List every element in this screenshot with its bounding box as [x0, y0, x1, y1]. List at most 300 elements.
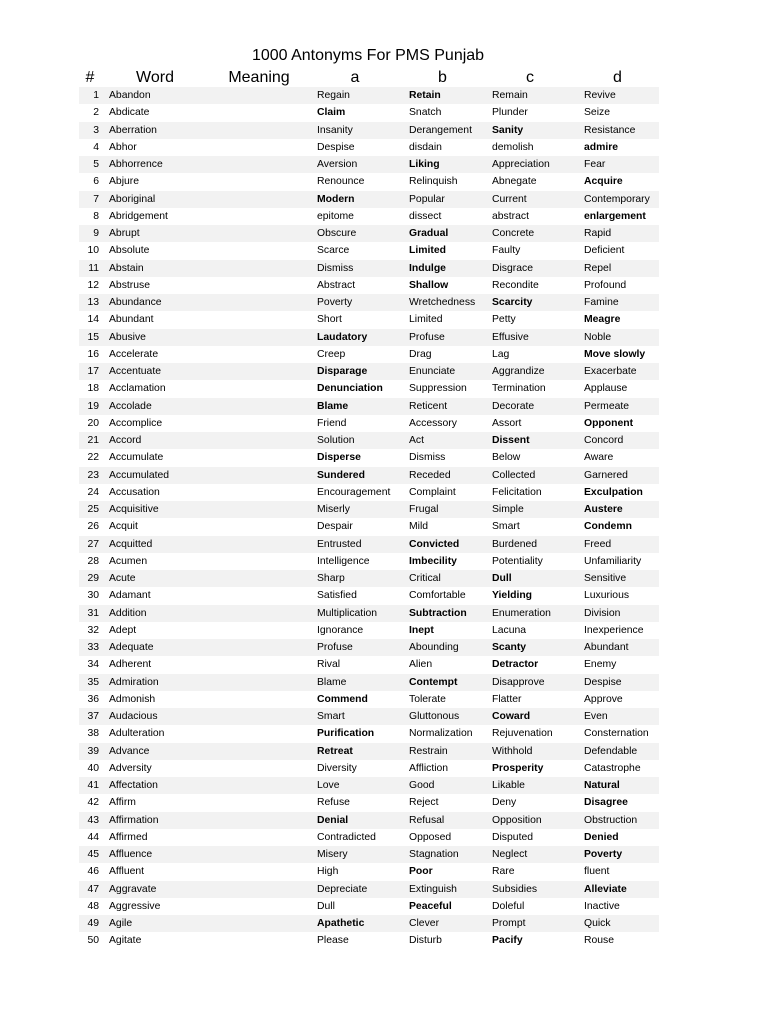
meaning-cell [209, 87, 309, 104]
option-c: Likable [484, 777, 576, 794]
row-number: 49 [79, 915, 101, 932]
table-row [79, 674, 659, 691]
option-b: Gluttonous [401, 708, 484, 725]
meaning-cell [209, 398, 309, 415]
word-cell: Abundance [101, 294, 209, 311]
option-d: Luxurious [584, 590, 630, 602]
option-d: Denied [584, 831, 619, 843]
option-b: Clever [401, 915, 484, 932]
word-cell: Acquisitive [101, 501, 209, 518]
row-number: 24 [87, 486, 99, 498]
row-number: 21 [79, 432, 101, 449]
option-c: Effusive [484, 329, 576, 346]
option-d: Enemy [584, 659, 617, 671]
option-c: Assort [492, 417, 522, 429]
word-cell: Aboriginal [101, 191, 209, 208]
table-row [79, 139, 659, 156]
option-a: Laudatory [309, 329, 401, 346]
word-cell: Addition [101, 605, 209, 622]
meaning-cell [209, 743, 309, 760]
row-number: 9 [79, 225, 101, 242]
option-b: Liking [401, 156, 484, 173]
row-number: 12 [87, 279, 99, 291]
option-b: Snatch [409, 107, 442, 119]
meaning-cell [209, 415, 309, 432]
row-number: 45 [79, 846, 101, 863]
meaning-cell [209, 777, 309, 794]
table-row [79, 501, 659, 518]
option-b: Frugal [401, 501, 484, 518]
option-b: Extinguish [401, 881, 484, 898]
meaning-cell [209, 139, 309, 156]
option-d: Rapid [576, 225, 659, 242]
option-d: Seize [584, 107, 610, 119]
row-number: 25 [79, 501, 101, 518]
option-a: Creep [317, 348, 346, 360]
option-a: Rival [317, 659, 341, 671]
word-cell: Absolute [109, 245, 150, 257]
meaning-cell [209, 277, 309, 294]
option-d: Noble [576, 329, 659, 346]
option-b: Receded [401, 467, 484, 484]
table-row [79, 363, 659, 380]
option-c: Rejuvenation [492, 728, 553, 740]
option-a: Entrusted [309, 536, 401, 553]
option-b: Opposed [409, 831, 452, 843]
option-a: Friend [317, 417, 347, 429]
option-b: Indulge [401, 260, 484, 277]
table-row [79, 846, 659, 863]
word-cell: Adept [109, 624, 137, 636]
row-number: 42 [87, 797, 99, 809]
option-b: Comfortable [409, 590, 466, 602]
meaning-cell [209, 536, 309, 553]
row-number: 14 [87, 314, 99, 326]
option-d: Division [576, 605, 659, 622]
row-number: 19 [79, 398, 101, 415]
word-cell: Audacious [101, 708, 209, 725]
option-d: Alleviate [576, 881, 659, 898]
table-row [79, 242, 659, 259]
word-cell: Affirmation [101, 812, 209, 829]
option-c: Collected [484, 467, 576, 484]
option-b: Critical [401, 570, 484, 587]
option-c: Rare [492, 866, 515, 878]
meaning-cell [209, 587, 309, 604]
word-cell: Admiration [101, 674, 209, 691]
meaning-cell [209, 605, 309, 622]
option-c: Prompt [484, 915, 576, 932]
option-a: Blame [309, 398, 401, 415]
meaning-cell [209, 829, 309, 846]
row-number: 43 [79, 812, 101, 829]
option-c: abstract [492, 210, 529, 222]
row-number: 16 [87, 348, 99, 360]
row-number: 46 [87, 866, 99, 878]
option-d: Resistance [576, 122, 659, 139]
word-cell: Affirm [109, 797, 136, 809]
option-d: Rouse [584, 935, 615, 947]
option-c: Pacify [492, 935, 523, 947]
option-b: dissect [409, 210, 442, 222]
row-number: 22 [87, 452, 99, 464]
option-b: Wretchedness [401, 294, 484, 311]
word-cell: Abridgement [109, 210, 168, 222]
meaning-cell [209, 501, 309, 518]
option-a: Disparage [309, 363, 401, 380]
row-number: 40 [87, 762, 99, 774]
option-a: Retreat [309, 743, 401, 760]
option-d: Obstruction [576, 812, 659, 829]
table-row [79, 622, 659, 639]
option-b: Refusal [401, 812, 484, 829]
option-b: Tolerate [409, 693, 446, 705]
antonyms-table [79, 69, 659, 950]
option-a: Ignorance [317, 624, 364, 636]
option-b: Peaceful [409, 900, 452, 912]
meaning-cell [209, 570, 309, 587]
option-d: Austere [576, 501, 659, 518]
table-row [79, 777, 659, 794]
table-row [79, 587, 659, 604]
option-a: Sundered [309, 467, 401, 484]
option-c: Appreciation [484, 156, 576, 173]
row-number: 10 [87, 245, 99, 257]
option-d: Profound [584, 279, 627, 291]
option-b: Enunciate [401, 363, 484, 380]
option-c: Prosperity [492, 762, 544, 774]
option-a: Apathetic [309, 915, 401, 932]
option-d: Natural [576, 777, 659, 794]
table-row [79, 570, 659, 587]
option-d: Meagre [584, 314, 621, 326]
option-a: Denunciation [317, 383, 383, 395]
row-number: 17 [79, 363, 101, 380]
row-number: 33 [79, 639, 101, 656]
option-c: Neglect [484, 846, 576, 863]
option-d: Deficient [584, 245, 625, 257]
option-a: Despise [317, 141, 355, 153]
option-b: Abounding [401, 639, 484, 656]
option-d: Despise [576, 674, 659, 691]
option-a: Satisfied [317, 590, 357, 602]
word-cell: Abrupt [101, 225, 209, 242]
meaning-cell [209, 191, 309, 208]
table-row [79, 191, 659, 208]
option-b: Accessory [409, 417, 457, 429]
option-c: Aggrandize [484, 363, 576, 380]
option-c: Sanity [484, 122, 576, 139]
table-row [79, 794, 659, 811]
meaning-cell [209, 122, 309, 139]
meaning-cell [209, 881, 309, 898]
option-c: Enumeration [484, 605, 576, 622]
option-c: Opposition [484, 812, 576, 829]
table-row [79, 829, 659, 846]
meaning-cell [209, 622, 309, 639]
table-row [79, 536, 659, 553]
option-c: Doleful [492, 900, 525, 912]
option-c: Remain [484, 87, 576, 104]
option-a: Miserly [309, 501, 401, 518]
option-a: Please [317, 935, 349, 947]
option-a: Sharp [309, 570, 401, 587]
meaning-cell [209, 691, 309, 708]
meaning-cell [209, 932, 309, 949]
option-d: admire [584, 141, 619, 153]
row-number: 32 [87, 624, 99, 636]
row-number: 5 [79, 156, 101, 173]
word-cell: Abhor [109, 141, 137, 153]
word-cell: Aggravate [101, 881, 209, 898]
document-title: 1000 Antonyms For PMS Punjab [251, 47, 485, 64]
option-c: Termination [492, 383, 546, 395]
word-cell: Advance [101, 743, 209, 760]
meaning-cell [209, 432, 309, 449]
option-a: Solution [309, 432, 401, 449]
option-d: Garnered [576, 467, 659, 484]
row-number: 44 [87, 831, 99, 843]
option-a: Despair [317, 521, 353, 533]
word-cell: Abstruse [109, 279, 151, 291]
word-cell: Adversity [109, 762, 152, 774]
row-number: 18 [87, 383, 99, 395]
meaning-cell [209, 311, 309, 328]
meaning-cell [209, 639, 309, 656]
option-c: Detractor [492, 659, 539, 671]
option-b: Stagnation [401, 846, 484, 863]
option-c: Flatter [492, 693, 522, 705]
meaning-cell [209, 484, 309, 501]
option-c: Scarcity [484, 294, 576, 311]
word-cell: Accusation [109, 486, 160, 498]
option-d: Opponent [584, 417, 634, 429]
word-cell: Abjure [109, 176, 140, 188]
meaning-cell [209, 656, 309, 673]
word-cell: Acute [101, 570, 209, 587]
option-a: Insanity [309, 122, 401, 139]
option-c: Felicitation [492, 486, 542, 498]
word-cell: Abusive [101, 329, 209, 346]
option-b: Reject [409, 797, 439, 809]
row-number: 20 [87, 417, 99, 429]
option-a: Renounce [317, 176, 365, 188]
option-a: Scarce [317, 245, 350, 257]
meaning-cell [209, 294, 309, 311]
table-row [79, 208, 659, 225]
row-number: 2 [93, 107, 99, 119]
option-b: Shallow [409, 279, 449, 291]
row-number: 29 [79, 570, 101, 587]
option-a: Claim [317, 107, 346, 119]
table-row [79, 398, 659, 415]
option-b: Dismiss [409, 452, 446, 464]
option-b: Contempt [401, 674, 484, 691]
table-row [79, 553, 659, 570]
row-number: 13 [79, 294, 101, 311]
word-cell: Aggressive [109, 900, 161, 912]
option-b: Affliction [409, 762, 449, 774]
table-row [79, 225, 659, 242]
table-row [79, 725, 659, 742]
meaning-cell [209, 242, 309, 259]
option-b: Popular [401, 191, 484, 208]
row-number: 4 [93, 141, 99, 153]
option-b: Profuse [401, 329, 484, 346]
option-c: Withhold [484, 743, 576, 760]
option-b: Suppression [409, 383, 467, 395]
table-row [79, 639, 659, 656]
table-row [79, 87, 659, 104]
option-a: Modern [309, 191, 401, 208]
row-number: 1 [79, 87, 101, 104]
option-c: Recondite [492, 279, 539, 291]
option-a: Smart [309, 708, 401, 725]
option-a: Poverty [309, 294, 401, 311]
option-c: Lag [492, 348, 510, 360]
header-word: Word [136, 69, 174, 86]
option-d: Defendable [576, 743, 659, 760]
table-row [79, 743, 659, 760]
word-cell: Abdicate [109, 107, 150, 119]
option-a: Multiplication [309, 605, 401, 622]
option-a: Intelligence [317, 555, 370, 567]
option-d: Freed [576, 536, 659, 553]
option-d: Inactive [584, 900, 620, 912]
meaning-cell [209, 260, 309, 277]
row-number: 39 [79, 743, 101, 760]
option-b: Disturb [409, 935, 442, 947]
option-a: Denial [309, 812, 401, 829]
option-b: Convicted [401, 536, 484, 553]
option-d: Exacerbate [576, 363, 659, 380]
option-b: Limited [409, 314, 443, 326]
meaning-cell [209, 173, 309, 190]
row-number: 38 [87, 728, 99, 740]
meaning-cell [209, 329, 309, 346]
row-number: 37 [79, 708, 101, 725]
option-a: Dull [317, 900, 335, 912]
word-cell: Admonish [109, 693, 156, 705]
word-cell: Affectation [101, 777, 209, 794]
word-cell: Affluent [109, 866, 145, 878]
meaning-cell [209, 467, 309, 484]
option-c: Smart [492, 521, 520, 533]
option-b: Limited [409, 245, 446, 257]
option-c: Coward [484, 708, 576, 725]
row-number: 36 [87, 693, 99, 705]
option-d: Condemn [584, 521, 632, 533]
meaning-cell [209, 208, 309, 225]
row-number: 50 [87, 935, 99, 947]
option-a: Dismiss [309, 260, 401, 277]
option-b: Relinquish [409, 176, 458, 188]
option-c: Subsidies [484, 881, 576, 898]
meaning-cell [209, 915, 309, 932]
option-a: Contradicted [317, 831, 376, 843]
option-c: Current [484, 191, 576, 208]
table-body [79, 87, 659, 950]
word-cell: Agitate [109, 935, 142, 947]
option-b: Imbecility [409, 555, 457, 567]
option-a: Blame [309, 674, 401, 691]
word-cell: Accumulated [101, 467, 209, 484]
option-d: Concord [576, 432, 659, 449]
option-d: Consternation [584, 728, 649, 740]
word-cell: Accord [101, 432, 209, 449]
row-number: 48 [87, 900, 99, 912]
option-c: Burdened [484, 536, 576, 553]
table-row [79, 881, 659, 898]
meaning-cell [209, 863, 309, 880]
header-c: c [526, 69, 534, 86]
meaning-cell [209, 449, 309, 466]
row-number: 47 [79, 881, 101, 898]
table-row [79, 812, 659, 829]
word-cell: Affluence [101, 846, 209, 863]
header-meaning: Meaning [228, 69, 290, 86]
word-cell: Adequate [101, 639, 209, 656]
option-a: Disperse [317, 452, 361, 464]
word-cell: Adamant [109, 590, 151, 602]
word-cell: Adulteration [109, 728, 165, 740]
header-row [79, 69, 659, 87]
option-d: Applause [584, 383, 628, 395]
table-row [79, 156, 659, 173]
word-cell: Aberration [101, 122, 209, 139]
row-number: 11 [79, 260, 101, 277]
option-d: Permeate [576, 398, 659, 415]
option-a: Diversity [317, 762, 357, 774]
option-a: High [317, 866, 339, 878]
table-row [79, 432, 659, 449]
option-b: Good [401, 777, 484, 794]
option-a: Regain [309, 87, 401, 104]
meaning-cell [209, 674, 309, 691]
word-cell: Acclamation [109, 383, 166, 395]
option-a: Misery [309, 846, 401, 863]
option-c: Below [492, 452, 521, 464]
option-c: Disapprove [484, 674, 576, 691]
meaning-cell [209, 794, 309, 811]
option-b: Drag [409, 348, 432, 360]
meaning-cell [209, 553, 309, 570]
word-cell: Adherent [109, 659, 152, 671]
header-d: d [613, 69, 622, 86]
table-row [79, 173, 659, 190]
option-c: Scanty [484, 639, 576, 656]
option-d: Repel [576, 260, 659, 277]
table-row [79, 260, 659, 277]
option-b: Act [401, 432, 484, 449]
row-number: 35 [79, 674, 101, 691]
table-row [79, 277, 659, 294]
option-b: Retain [401, 87, 484, 104]
table-row [79, 329, 659, 346]
option-d: Inexperience [584, 624, 644, 636]
table-row [79, 708, 659, 725]
header-num: # [85, 69, 95, 86]
option-d: Aware [584, 452, 614, 464]
table-row [79, 122, 659, 139]
row-number: 7 [79, 191, 101, 208]
table-row [79, 484, 659, 501]
meaning-cell [209, 898, 309, 915]
row-number: 31 [79, 605, 101, 622]
option-c: Plunder [492, 107, 528, 119]
table-row [79, 467, 659, 484]
option-a: Obscure [309, 225, 401, 242]
